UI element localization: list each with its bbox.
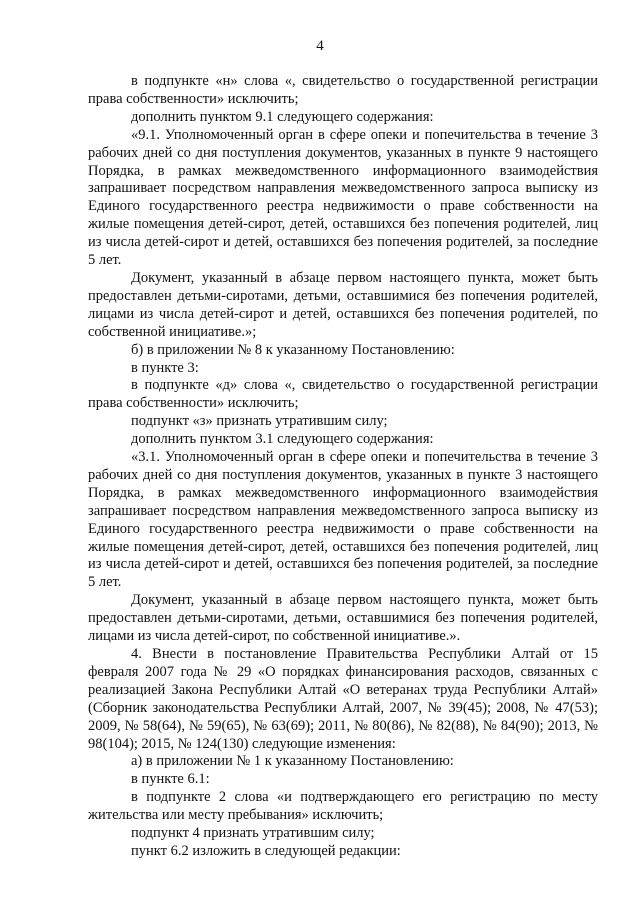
paragraph: дополнить пунктом 9.1 следующего содержания: bbox=[131, 108, 434, 125]
paragraph: пункт 6.2 изложить в следующей редакции: bbox=[131, 842, 401, 859]
paragraph: в пункте 3: bbox=[131, 359, 199, 376]
paragraph: «3.1. Уполномоченный орган в сфере опеки и попечительства в течение 3 рабочих дней со дня поступления документов, указанных в пункте 3 настоящего Порядка, в рамках межведомственного информационного взаимодействия запрашивает посредством направления межведомственного запроса выписку из Единого государственного реестра недвижимости о праве собственности на жилые помещения детей-сирот, детей, оставшихся без попечения родителей, лиц из числа детей-сирот и детей, оставшихся без попечения родителей, за последние 5 лет. bbox=[88, 449, 598, 591]
paragraph: «9.1. Уполномоченный орган в сфере опеки и попечительства в течение 3 рабочих дней со дня поступления документов, указанных в пункте 9 настоящего Порядка, в рамках межведомственного информационного взаимодействия запрашивает посредством направления межведомственного запроса выписку из Единого государственного реестра недвижимости о праве собственности на жилые помещения детей-сирот, детей, оставшихся без попечения родителей, лиц из числа детей-сирот и детей, оставшихся без попечения родителей, за последние 5 лет. bbox=[88, 126, 598, 269]
paragraph: в подпункте «д» слова «, свидетельство о государственной регистрации права собственности» исключить; bbox=[88, 377, 598, 412]
paragraph: дополнить пунктом 3.1 следующего содержания: bbox=[131, 431, 434, 448]
paragraph: б) в приложении № 8 к указанному Постановлению: bbox=[131, 341, 455, 358]
paragraph: в пункте 6.1: bbox=[131, 771, 210, 788]
paragraph: подпункт 4 признать утратившим силу; bbox=[131, 825, 375, 842]
paragraph: в подпункте 2 слова «и подтверждающего его регистрацию по месту жительства или месту пребывания» исключить; bbox=[88, 789, 598, 824]
paragraph: Документ, указанный в абзаце первом настоящего пункта, может быть предоставлен детьми-сиротами, детьми, оставшимися без попечения родителей, лицами из числа детей-сирот, по собственной инициативе.». bbox=[88, 592, 598, 645]
paragraph: в подпункте «н» слова «, свидетельство о государственной регистрации права собственности» исключить; bbox=[88, 73, 598, 107]
paragraph: а) в приложении № 1 к указанному Постановлению: bbox=[131, 753, 454, 770]
paragraph: Документ, указанный в абзаце первом настоящего пункта, может быть предоставлен детьми-сиротами, детьми, оставшимися без попечения родителей, лицами из числа детей-сирот и детей, оставшихся без попечения родителей, по собственной инициативе.»; bbox=[88, 269, 598, 340]
paragraph: 4. Внести в постановление Правительства Республики Алтай от 15 февраля 2007 года № 29 «О порядках финансирования расходов, связанных с реализацией Закона Республики Алтай «О ветеранах труда Республики Алтай» (Сборник законодательства Республики Алтай, 2007, № 39(45); 2008, № 47(53); 2009, № 58(64), № 59(65), № 63(69); 2011, № 80(86), № 82(88), № 84(90); 2013, № 98(104); 2015, № 124(130) следующие изменения: bbox=[88, 646, 598, 752]
document-body bbox=[88, 73, 598, 861]
page-number: 4 bbox=[316, 38, 324, 54]
paragraph: подпункт «з» признать утратившим силу; bbox=[131, 413, 388, 430]
